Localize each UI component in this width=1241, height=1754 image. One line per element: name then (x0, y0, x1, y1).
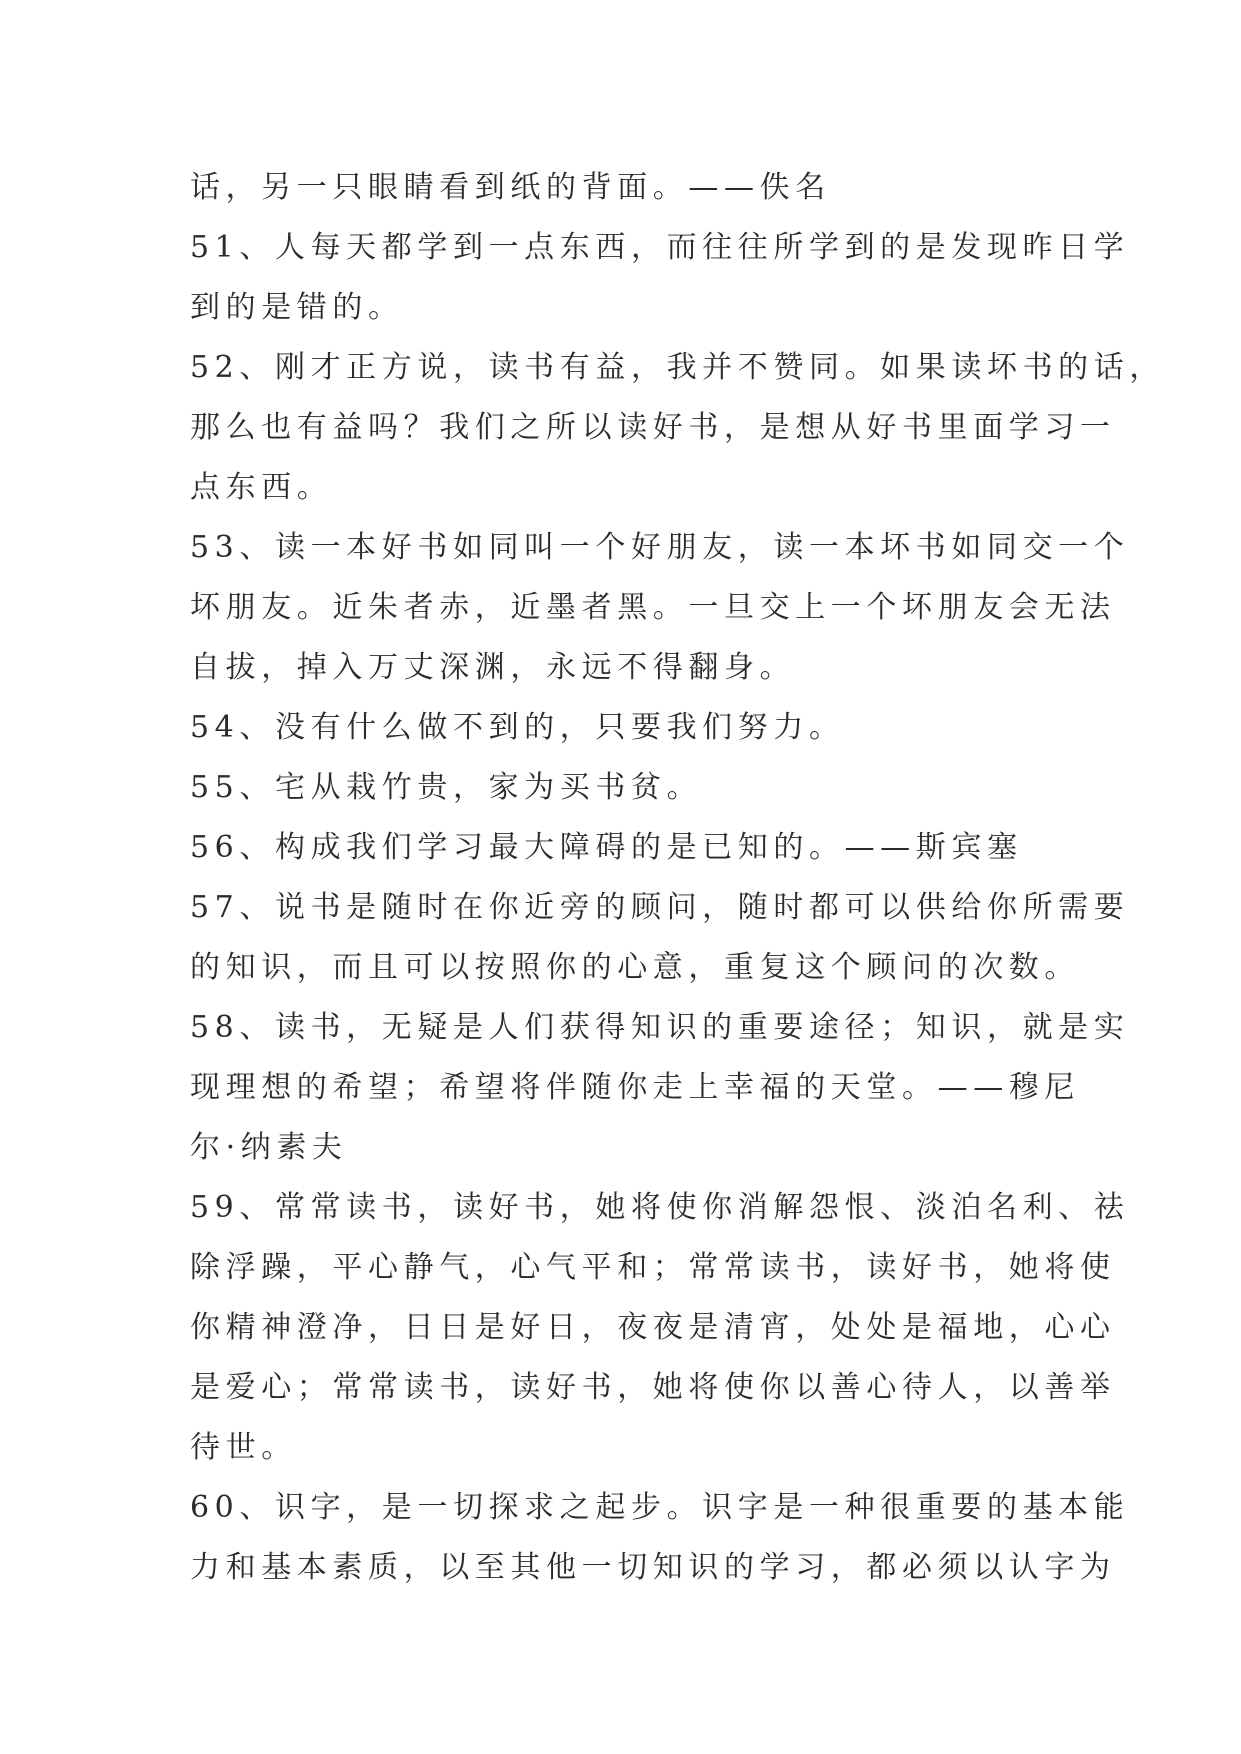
text-line: 58、读书，无疑是人们获得知识的重要途径；知识，就是实 (190, 1010, 1130, 1045)
text-line: 待世。 (190, 1430, 297, 1465)
text-line: 坏朋友。近朱者赤，近墨者黑。一旦交上一个坏朋友会无法 (190, 590, 1116, 625)
text-line: 56、构成我们学习最大障碍的是已知的。——斯宾塞 (190, 830, 1023, 865)
text-line: 点东西。 (190, 470, 333, 505)
text-line: 59、常常读书，读好书，她将使你消解怨恨、淡泊名利、祛 (190, 1190, 1130, 1225)
text-line: 到的是错的。 (190, 290, 404, 325)
text-line: 力和基本素质，以至其他一切知识的学习，都必须以认字为 (190, 1550, 1116, 1585)
text-line: 54、没有什么做不到的，只要我们努力。 (190, 710, 845, 745)
text-line: 是爱心；常常读书，读好书，她将使你以善心待人，以善举 (190, 1370, 1116, 1405)
text-line: 53、读一本好书如同叫一个好朋友，读一本坏书如同交一个 (190, 530, 1130, 565)
text-line: 话，另一只眼睛看到纸的背面。——佚名 (190, 170, 831, 205)
text-line: 那么也有益吗？我们之所以读好书，是想从好书里面学习一 (190, 410, 1116, 445)
document-body (190, 158, 1165, 1598)
text-line: 尔·纳素夫 (190, 1130, 348, 1165)
text-line: 你精神澄净，日日是好日，夜夜是清宵，处处是福地，心心 (190, 1310, 1116, 1345)
text-line: 现理想的希望；希望将伴随你走上幸福的天堂。——穆尼 (190, 1070, 1080, 1105)
text-line: 自拔，掉入万丈深渊，永远不得翻身。 (190, 650, 796, 685)
text-line: 55、宅从栽竹贵，家为买书贫。 (190, 770, 703, 805)
text-line: 52、刚才正方说，读书有益，我并不赞同。如果读坏书的话， (190, 350, 1165, 385)
text-line: 除浮躁，平心静气，心气平和；常常读书，读好书，她将使 (190, 1250, 1116, 1285)
text-line: 的知识，而且可以按照你的心意，重复这个顾问的次数。 (190, 950, 1080, 985)
text-line: 51、人每天都学到一点东西，而往往所学到的是发现昨日学 (190, 230, 1130, 265)
text-line: 60、识字，是一切探求之起步。识字是一种很重要的基本能 (190, 1490, 1130, 1525)
text-line: 57、说书是随时在你近旁的顾问，随时都可以供给你所需要 (190, 890, 1130, 925)
